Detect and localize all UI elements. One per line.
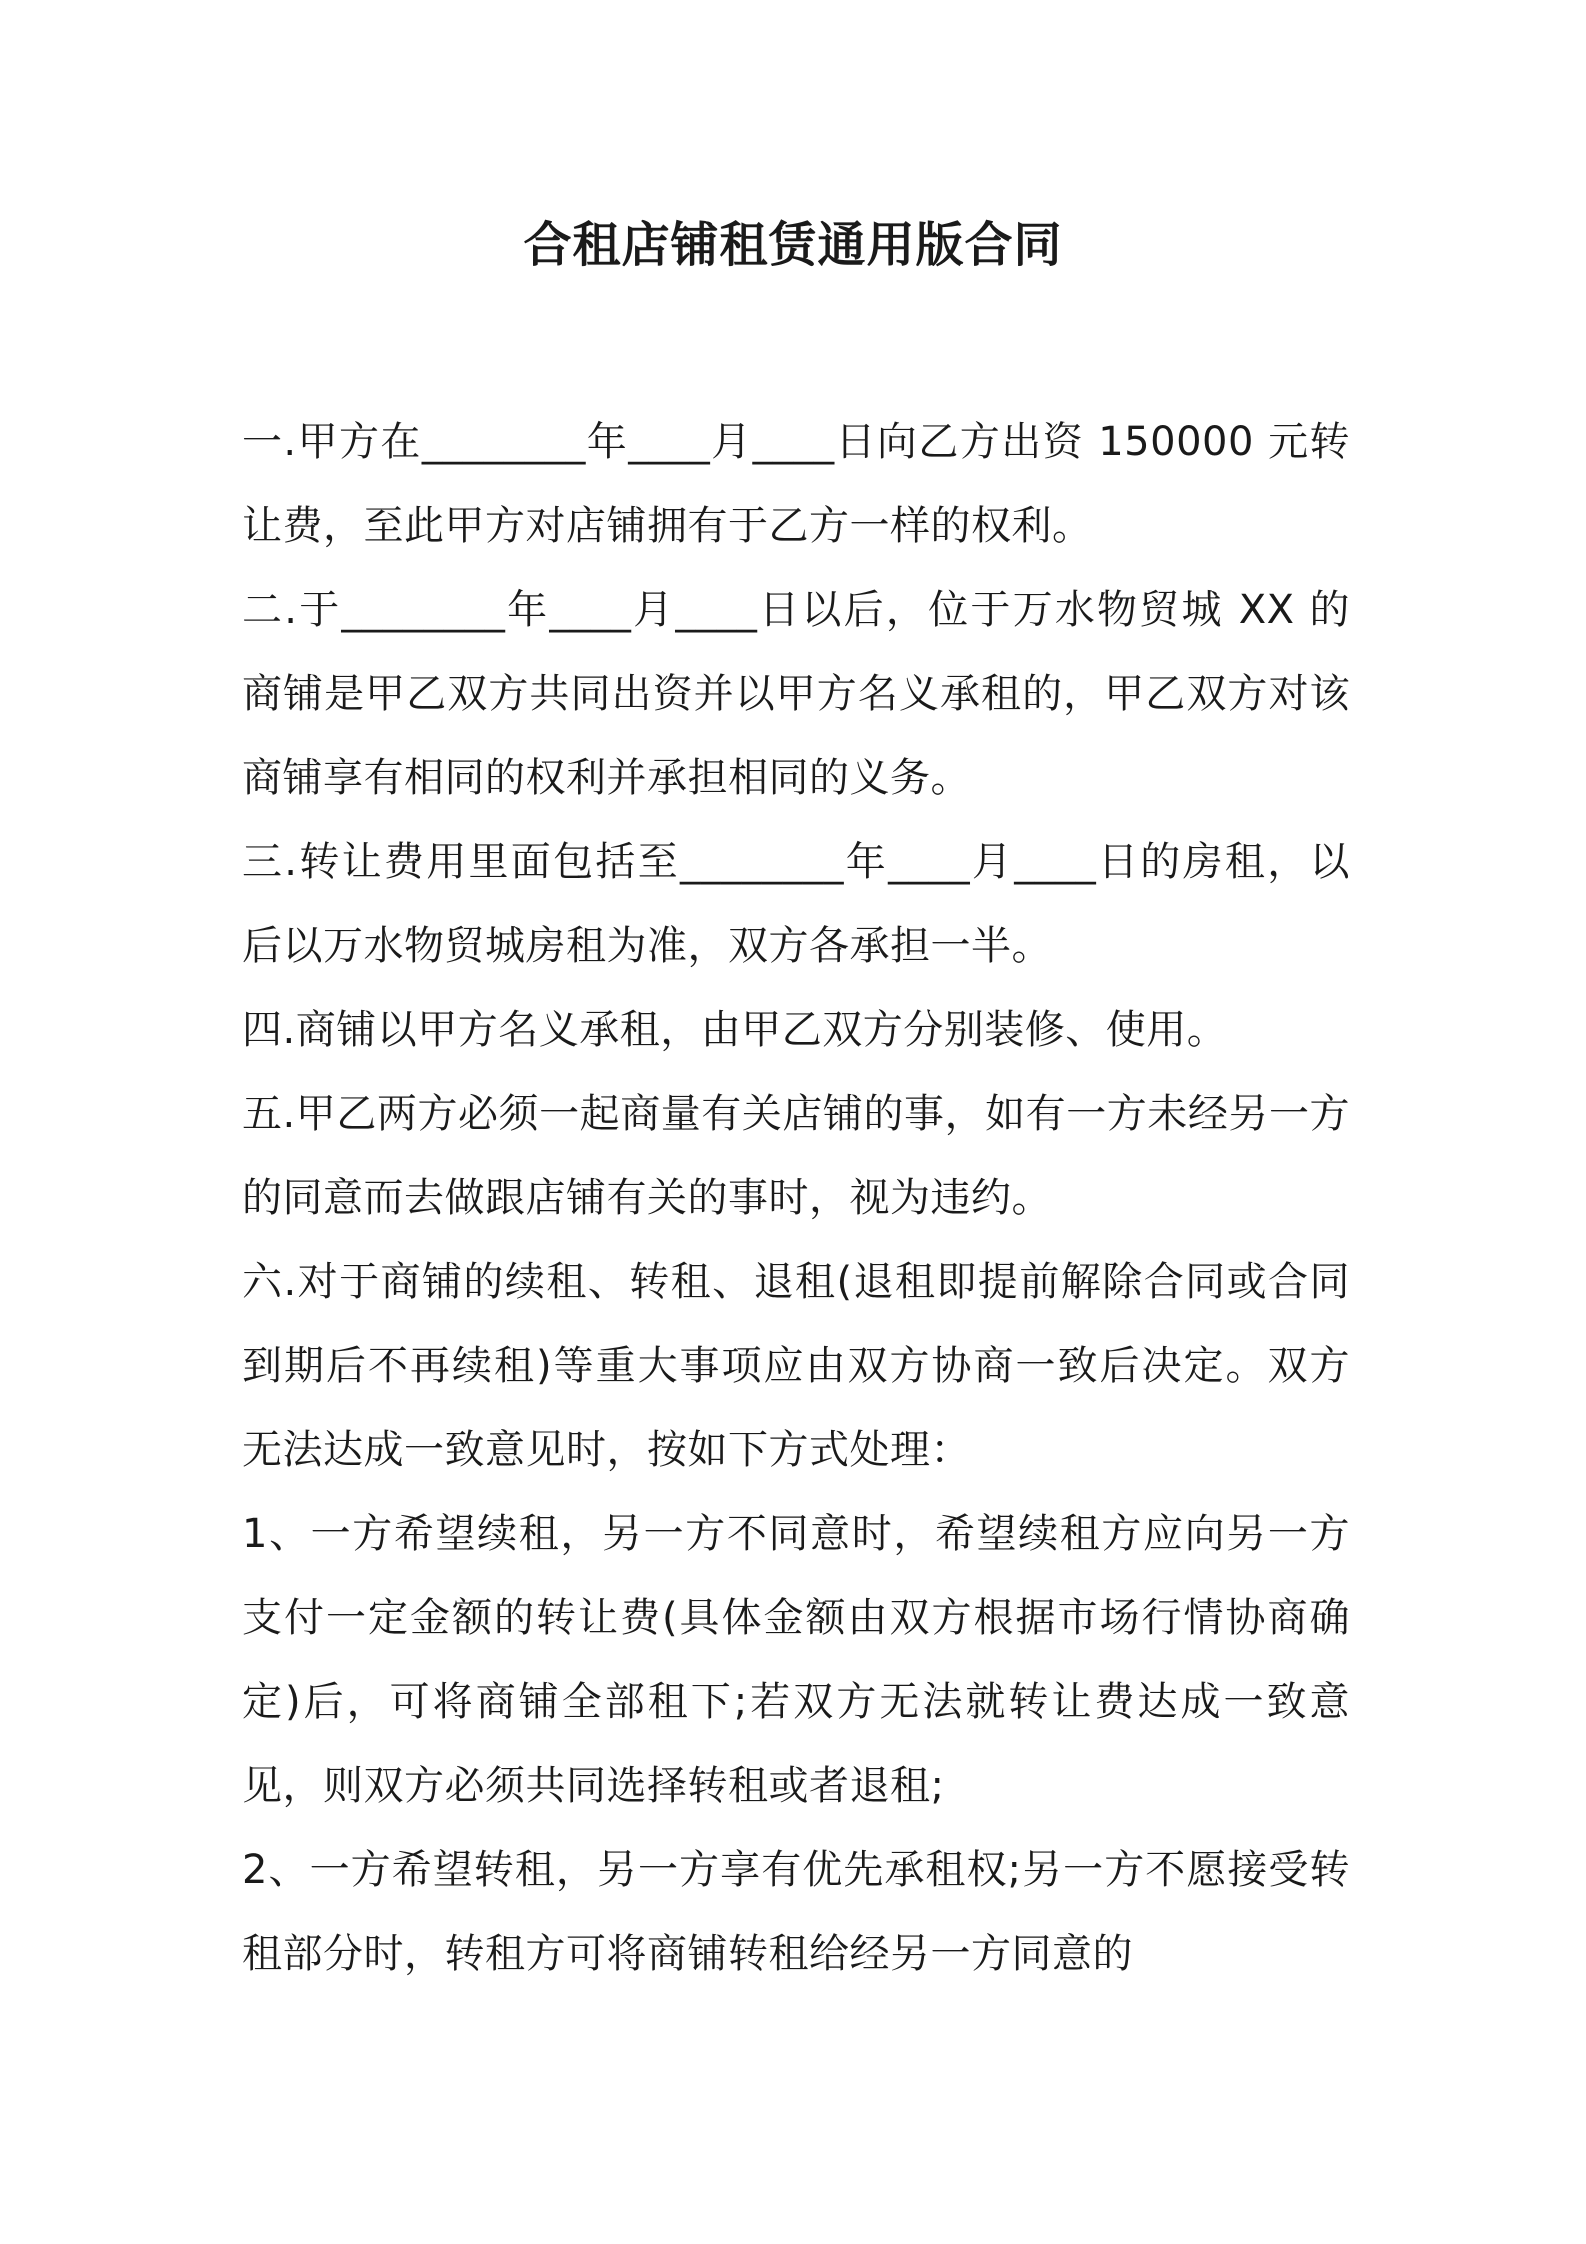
document-title: 合租店铺租赁通用版合同	[523, 217, 1063, 273]
clause-2: 二.于________年____月____日以后，位于万水物贸城 XX 的商铺是甲乙双方共同出资并以甲方名义承租的，甲乙双方对该商铺享有相同的权利并承担相同的义务。	[242, 587, 1350, 801]
clause-4: 四.商铺以甲方名义承租，由甲乙双方分别装修、使用。	[242, 1007, 1228, 1053]
clause-5: 五.甲乙两方必须一起商量有关店铺的事，如有一方未经另一方的同意而去做跟店铺有关的事时，视为违约。	[242, 1091, 1350, 1221]
sub-clause-1: 1、一方希望续租，另一方不同意时，希望续租方应向另一方支付一定金额的转让费(具体金额由双方根据市场行情协商确定)后，可将商铺全部租下;若双方无法就转让费达成一致意见，则双方必须共同选择转租或者退租;	[242, 1511, 1350, 1809]
document-body	[242, 400, 1350, 1996]
sub-clause-2: 2、一方希望转租，另一方享有优先承租权;另一方不愿接受转租部分时，转租方可将商铺转租给经另一方同意的	[242, 1847, 1350, 1977]
clause-3: 三.转让费用里面包括至________年____月____日的房租，以后以万水物贸城房租为准，双方各承担一半。	[242, 839, 1350, 969]
clause-6: 六.对于商铺的续租、转租、退租(退租即提前解除合同或合同到期后不再续租)等重大事项应由双方协商一致后决定。双方无法达成一致意见时，按如下方式处理：	[242, 1259, 1350, 1473]
clause-1: 一.甲方在________年____月____日向乙方出资 150000 元转让费，至此甲方对店铺拥有于乙方一样的权利。	[242, 419, 1350, 549]
